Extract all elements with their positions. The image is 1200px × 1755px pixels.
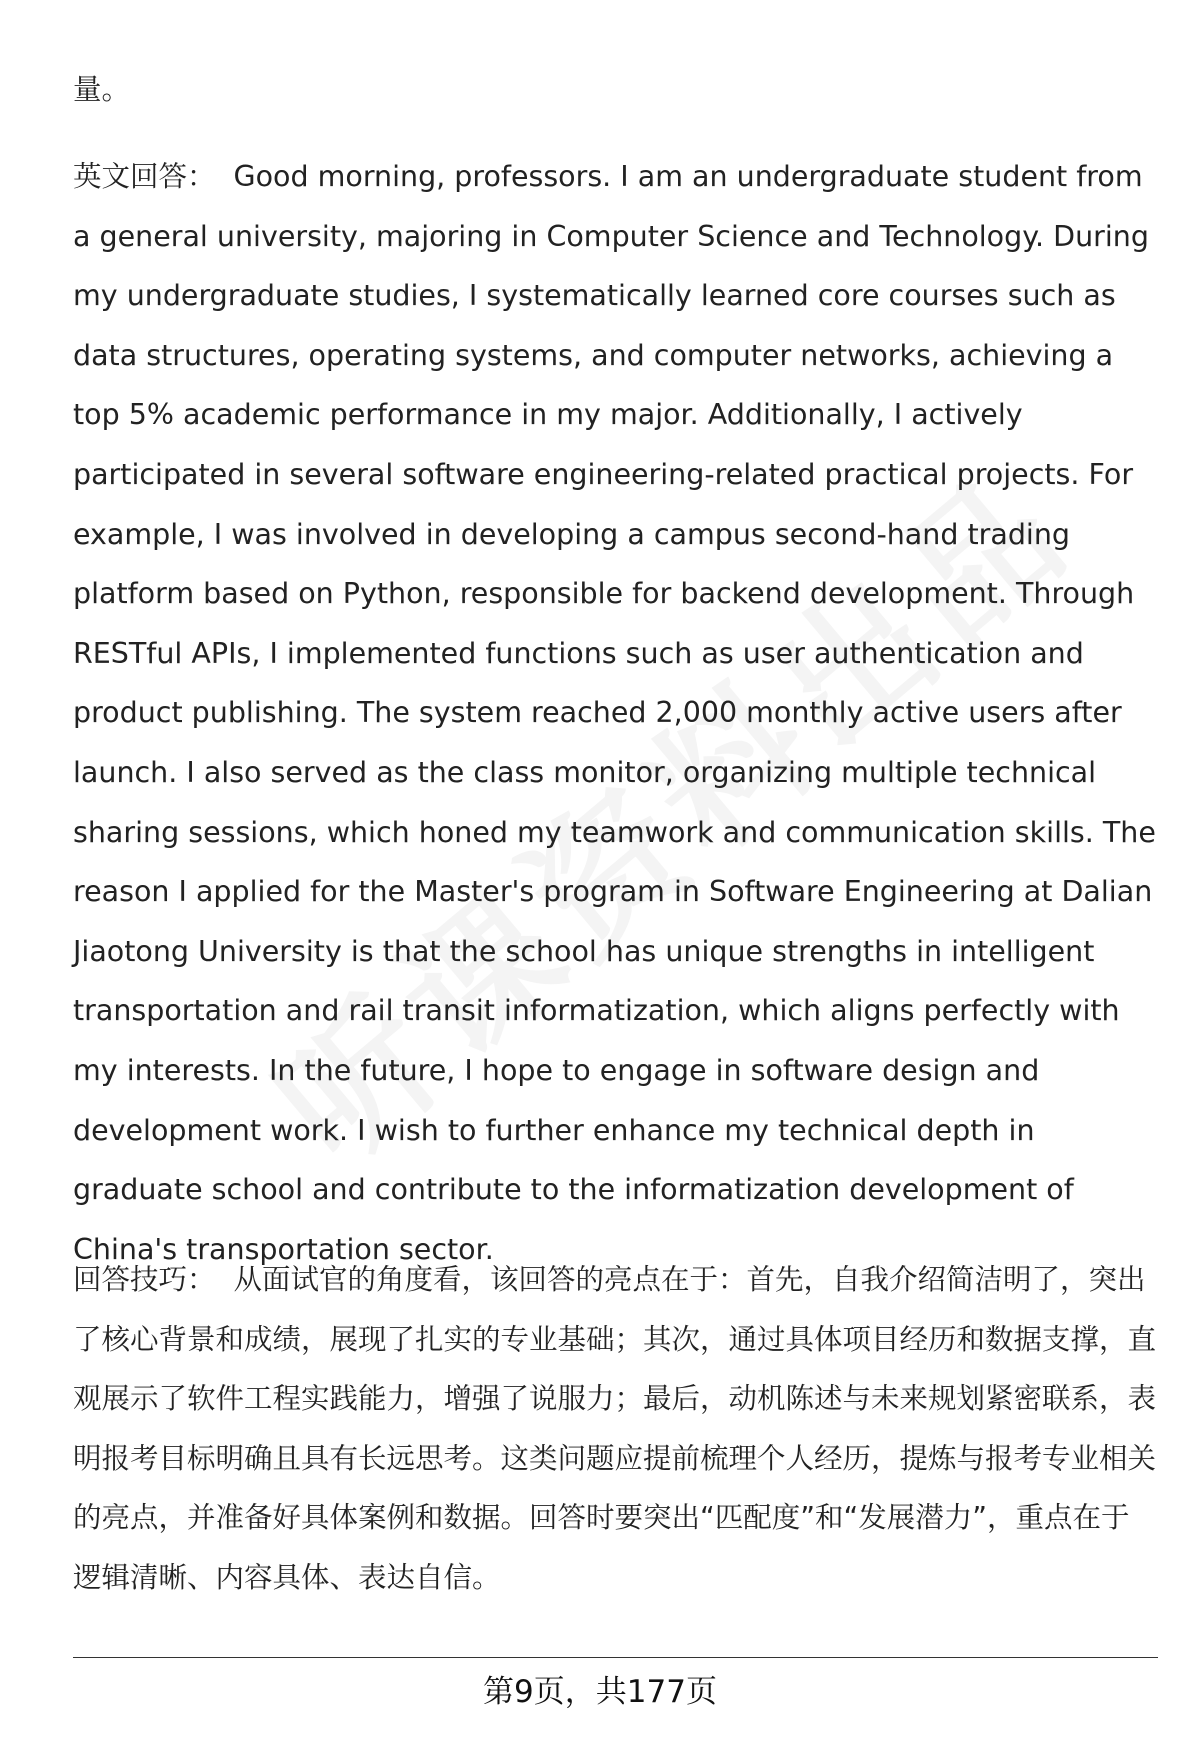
english-answer-paragraph xyxy=(73,147,1158,1279)
page-number: 第9页，共177页 xyxy=(483,1674,717,1710)
answer-tips-label: 回答技巧： xyxy=(73,1263,216,1296)
english-answer-text: Good morning, professors. I am an undergraduate student from a general university, majoring in Computer Science and Technology. During my undergraduate studies, I systematically learned core courses such as data structures, operating systems, and computer networks, achieving a top 5% academic performance in my major. Additionally, I actively participated in several software engineering-related practical projects. For example, I was involved in developing a campus second-hand trading platform based on Python, responsible for backend development. Through RESTful APIs, I implemented functions such as user authentication and product publishing. The system reached 2,000 monthly active users after launch. I also served as the class monitor, organizing multiple technical sharing sessions, which honed my teamwork and communication skills. The reason I applied for the Master's program in Software Engineering at Dalian Jiaotong University is that the school has unique strengths in intelligent transportation and rail transit informatization, which aligns perfectly with my interests. In the future, I hope to engage in software design and development work. I wish to further enhance my technical depth in graduate school and contribute to the informatization development of China's transportation sector. xyxy=(73,160,1156,1266)
english-answer-label: 英文回答： xyxy=(73,160,216,193)
answer-tips-text: 从面试官的角度看，该回答的亮点在于：首先，自我介绍简洁明了，突出了核心背景和成绩，展现了扎实的专业基础；其次，通过具体项目经历和数据支撑，直观展示了软件工程实践能力，增强了说服力；最后，动机陈述与未来规划紧密联系，表明报考目标明确且具有长远思考。这类问题应提前梳理个人经历，提炼与报考专业相关的亮点，并准备好具体案例和数据。回答时要突出“匹配度”和“发展潜力”，重点在于逻辑清晰、内容具体、表达自信。 xyxy=(73,1263,1157,1594)
footer-divider xyxy=(73,1657,1158,1658)
previous-paragraph-tail: 量。 xyxy=(73,73,131,106)
answer-tips-paragraph xyxy=(73,1250,1158,1608)
